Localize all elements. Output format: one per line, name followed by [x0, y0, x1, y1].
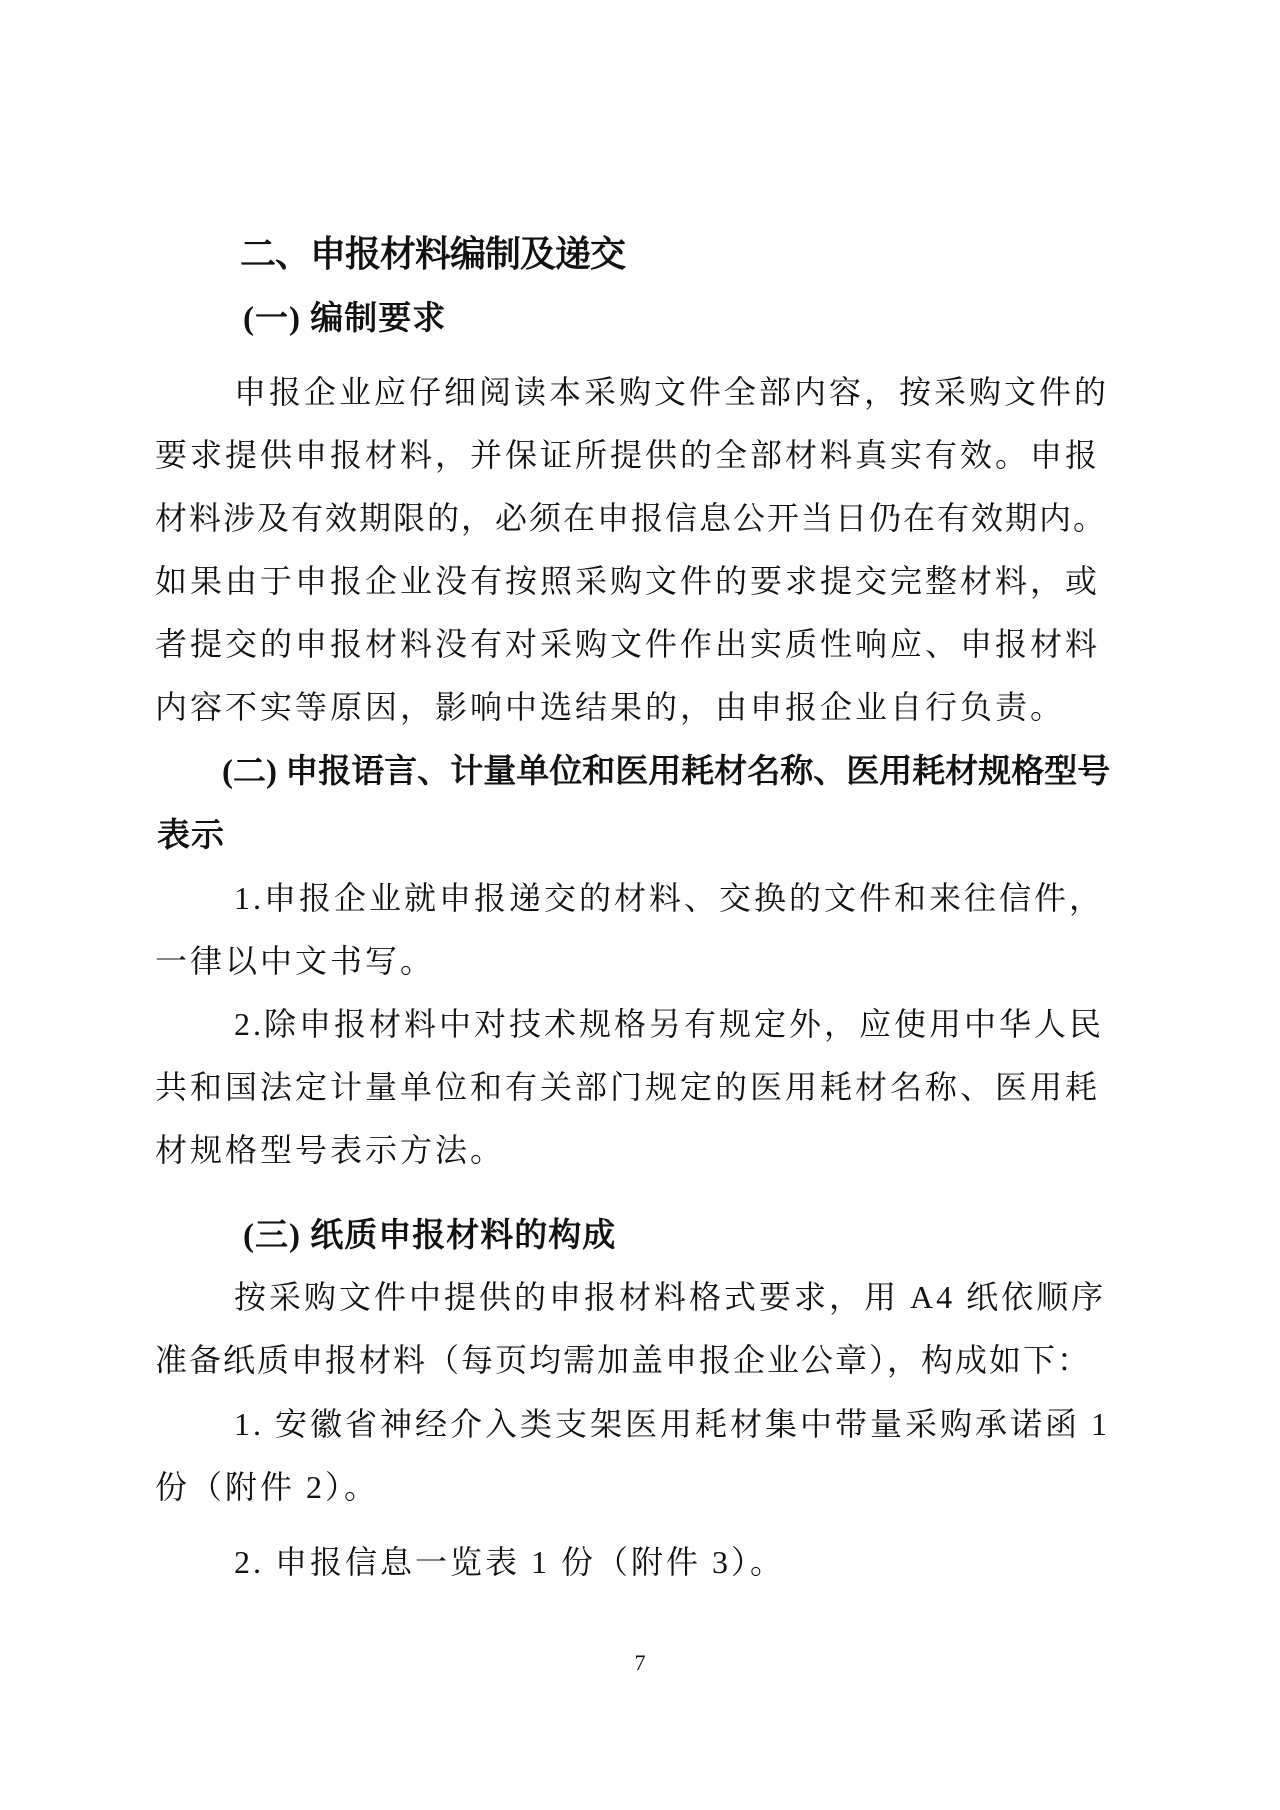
body-line: 如果由于申报企业没有按照采购文件的要求提交完整材料，或: [155, 563, 1101, 599]
body-line: 材规格型号表示方法。: [155, 1132, 506, 1168]
body-line: 2. 申报信息一览表 1 份（附件 3）。: [234, 1544, 786, 1580]
body-line: 内容不实等原因，影响中选结果的，由申报企业自行负责。: [155, 689, 1066, 725]
subsection-1-heading: (一) 编制要求: [243, 301, 447, 337]
body-line: 者提交的申报材料没有对采购文件作出实质性响应、申报材料: [155, 626, 1101, 662]
body-line: 准备纸质申报材料（每页均需加盖申报企业公章），构成如下：: [155, 1342, 1092, 1378]
body-line: 按采购文件中提供的申报材料格式要求，用 A4 纸依顺序: [234, 1279, 1107, 1315]
body-line: 一律以中文书写。: [155, 943, 436, 979]
body-line: 2.除申报材料中对技术规格另有规定外，应使用中华人民: [234, 1006, 1105, 1042]
subsection-3-heading: (三) 纸质申报材料的构成: [243, 1218, 617, 1254]
body-line: 申报企业应仔细阅读本采购文件全部内容，按采购文件的: [234, 374, 1110, 410]
body-line: 1. 安徽省神经介入类支架医用耗材集中带量采购承诺函 1: [234, 1406, 1111, 1442]
body-line: 材料涉及有效期限的，必须在申报信息公开当日仍在有效期内。: [155, 500, 1108, 536]
subsection-2-heading-continuation: 表示: [157, 818, 225, 854]
body-line: 1.申报企业就申报递交的材料、交换的文件和来往信件，: [234, 880, 1105, 916]
body-line: 共和国法定计量单位和有关部门规定的医用耗材名称、医用耗: [155, 1069, 1101, 1105]
page-number: 7: [634, 1650, 646, 1675]
body-line: 要求提供申报材料，并保证所提供的全部材料真实有效。申报: [155, 437, 1101, 473]
subsection-2-heading: (二) 申报语言、计量单位和医用耗材名称、医用耗材规格型号: [222, 754, 1111, 790]
section-title: 二、申报材料编制及递交: [240, 233, 626, 274]
body-line: 份（附件 2）。: [155, 1469, 380, 1505]
